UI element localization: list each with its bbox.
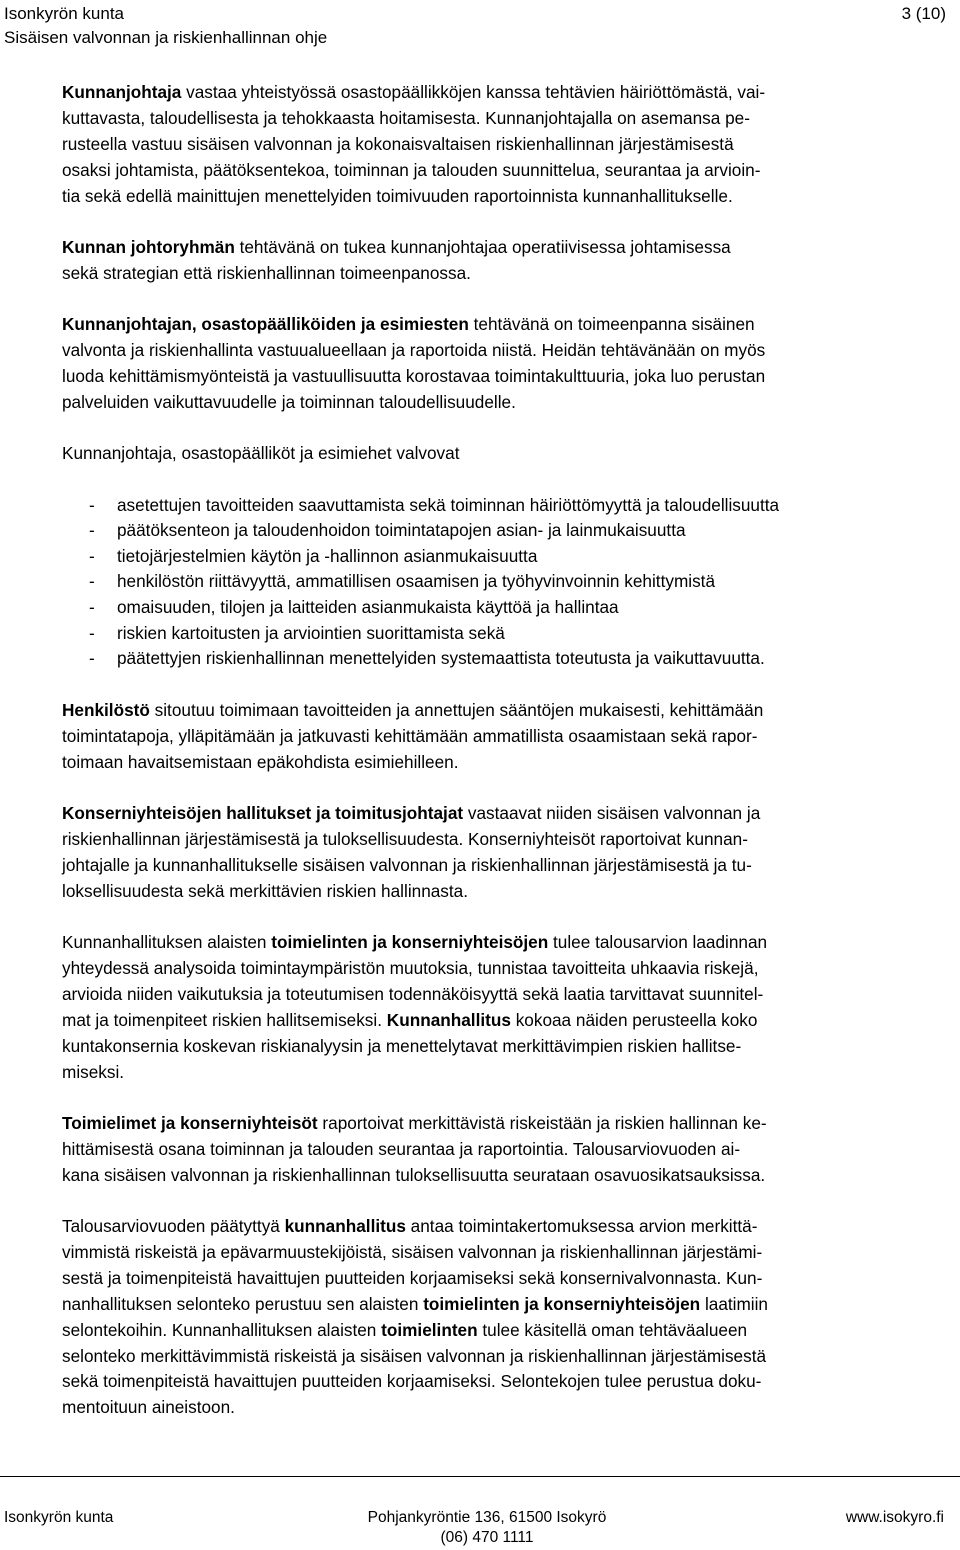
text-line bbox=[62, 853, 948, 879]
list-dash: - bbox=[89, 597, 95, 618]
text-run: luoda kehittämismyönteistä ja vastuullisuutta korostavaa toimintakulttuuria, joka luo perustan bbox=[62, 366, 766, 387]
text-run: sekä toimenpiteistä havaittujen puutteiden korjaamiseksi. Selontekojen tulee perustua doku- bbox=[62, 1371, 762, 1392]
list-item bbox=[62, 621, 948, 647]
list-item bbox=[62, 595, 948, 621]
list-item bbox=[62, 569, 948, 595]
footer-website: www.isokyro.fi bbox=[845, 1509, 944, 1526]
text-run: yhteydessä analysoida toimintaympäristön muutoksia, tunnistaa tavoitteita uhkaavia riskejä, bbox=[62, 957, 759, 978]
text-line bbox=[62, 750, 948, 776]
list-dash: - bbox=[89, 571, 95, 592]
text-run: tia sekä edellä mainittujen menettelyiden toimivuuden raportoinnista kunnanhallitukselle. bbox=[62, 185, 733, 206]
list-item-text: tietojärjestelmien käytön ja -hallinnon asianmukaisuutta bbox=[117, 545, 538, 566]
text-line bbox=[62, 1395, 948, 1421]
text-line bbox=[62, 1318, 948, 1344]
list-dash: - bbox=[89, 545, 95, 566]
paragraph bbox=[62, 312, 948, 416]
duties-list bbox=[62, 493, 948, 672]
bold-term: Kunnanhallitus bbox=[386, 1009, 511, 1030]
text-line bbox=[62, 1034, 948, 1060]
footer-phone: (06) 470 1111 bbox=[440, 1529, 534, 1546]
text-line bbox=[62, 390, 948, 416]
text-line bbox=[62, 1111, 948, 1137]
footer-divider bbox=[0, 1476, 960, 1477]
text-run: arvioida niiden vaikutuksia ja toteutumisen todennäköisyyttä sekä laatia tarvittavat suunnitel- bbox=[62, 983, 764, 1004]
text-line bbox=[62, 235, 948, 261]
list-dash: - bbox=[89, 520, 95, 541]
text-line bbox=[62, 1292, 948, 1318]
text-run: nanhallituksen selonteko perustuu sen alaisten bbox=[62, 1293, 424, 1314]
text-line bbox=[62, 879, 948, 905]
responsibility-paragraphs bbox=[62, 698, 948, 1421]
text-run: tehtävänä on toimeenpanna sisäinen bbox=[468, 314, 755, 335]
list-item bbox=[62, 518, 948, 544]
list-item-text: omaisuuden, tilojen ja laitteiden asianmukaista käyttöä ja hallintaa bbox=[117, 597, 619, 618]
text-run: kuttavasta, taloudellisesta ja tehokkaasta hoitamisesta. Kunnanjohtajalla on asemansa pe- bbox=[62, 107, 750, 128]
text-line bbox=[62, 1240, 948, 1266]
text-run: toimintatapoja, ylläpitämään ja jatkuvasti kehittämään ammatillista osaamistaan sekä rapor- bbox=[62, 725, 758, 746]
text-run: miseksi. bbox=[62, 1061, 125, 1082]
list-item bbox=[62, 493, 948, 519]
list-item-text: riskien kartoitusten ja arviointien suorittamista sekä bbox=[117, 622, 505, 643]
text-line bbox=[62, 364, 948, 390]
text-line bbox=[62, 158, 948, 184]
text-run: selonteko merkittävimmistä riskeistä ja sisäisen valvonnan ja riskienhallinnan järjestämisestä bbox=[62, 1345, 767, 1366]
document-body bbox=[62, 80, 948, 1447]
text-line bbox=[62, 1008, 948, 1034]
text-run: loksellisuudesta sekä merkittävien riskien hallinnasta. bbox=[62, 880, 469, 901]
list-dash: - bbox=[89, 648, 95, 669]
text-run: sitoutuu toimimaan tavoitteiden ja annettujen sääntöjen mukaisesti, kehittämään bbox=[149, 699, 764, 720]
text-run: Kunnanjohtaja, osastopäälliköt ja esimiehet valvovat bbox=[62, 443, 460, 464]
text-run: vastaavat niiden sisäisen valvonnan ja bbox=[463, 803, 761, 824]
list-item bbox=[62, 646, 948, 672]
text-run: kokoaa näiden perusteella koko bbox=[510, 1009, 758, 1030]
text-run: Talousarviovuoden päätyttyä bbox=[62, 1216, 285, 1237]
bold-term: toimielinten bbox=[381, 1319, 478, 1340]
text-run: mentoituun aineistoon. bbox=[62, 1397, 235, 1418]
text-run: antaa toimintakertomuksessa arvion merkittä- bbox=[405, 1216, 758, 1237]
intro-paragraphs bbox=[62, 80, 948, 467]
text-run: kuntakonsernia koskevan riskianalyysin ja menettelytavat merkittävimpien riskien hallitse- bbox=[62, 1035, 742, 1056]
paragraph bbox=[62, 235, 948, 287]
list-item bbox=[62, 544, 948, 570]
text-run: palveluiden vaikuttavuudelle ja toiminnan taloudellisuudelle. bbox=[62, 391, 516, 412]
bold-term: Kunnanjohtajan, osastopäälliköiden ja esimiesten bbox=[62, 314, 469, 335]
text-line bbox=[62, 982, 948, 1008]
list-dash: - bbox=[89, 494, 95, 515]
text-run: toimaan havaitsemistaan epäkohdista esimiehilleen. bbox=[62, 751, 459, 772]
text-run: tulee talousarvion laadinnan bbox=[548, 932, 768, 953]
text-line bbox=[62, 338, 948, 364]
paragraph bbox=[62, 930, 948, 1085]
bold-term: toimielinten ja konserniyhteisöjen bbox=[271, 932, 549, 953]
text-line bbox=[62, 312, 948, 338]
text-run: tulee käsitellä oman tehtäväalueen bbox=[477, 1319, 748, 1340]
text-line bbox=[62, 1369, 948, 1395]
text-line bbox=[62, 132, 948, 158]
text-line bbox=[62, 956, 948, 982]
text-run: osaksi johtamista, päätöksentekoa, toiminnan ja talouden suunnittelua, seurantaa ja arvioin- bbox=[62, 159, 761, 180]
text-run: Kunnanhallituksen alaisten bbox=[62, 932, 272, 953]
text-run: johtajalle ja kunnanhallitukselle sisäisen valvonnan ja riskienhallinnan järjestämisestä ja tu- bbox=[62, 854, 752, 875]
list-dash: - bbox=[89, 622, 95, 643]
bold-term: Kunnan johtoryhmän bbox=[62, 236, 235, 257]
text-run: vastaa yhteistyössä osastopäällikköjen kanssa tehtävien häiriöttömästä, vai- bbox=[181, 82, 766, 102]
text-line bbox=[62, 1060, 948, 1086]
text-run: vimmistä riskeistä ja epävarmuustekijöistä, sisäisen valvonnan ja riskienhallinnan järjestämi- bbox=[62, 1241, 763, 1262]
text-line bbox=[62, 1266, 948, 1292]
text-line bbox=[62, 827, 948, 853]
paragraph bbox=[62, 1214, 948, 1421]
text-line bbox=[62, 801, 948, 827]
text-run: selontekoihin. Kunnanhallituksen alaisten bbox=[62, 1319, 382, 1340]
bold-term: Toimielimet ja konserniyhteisöt bbox=[62, 1112, 318, 1133]
bold-term: Henkilöstö bbox=[62, 699, 150, 720]
text-run: laatimiin bbox=[700, 1293, 768, 1314]
text-run: hittämisestä osana toiminnan ja talouden seurantaa ja raportointia. Talousarviovuoden ai- bbox=[62, 1138, 741, 1159]
footer-address: Pohjankyröntie 136, 61500 Isokyrö bbox=[367, 1509, 607, 1526]
text-line bbox=[62, 106, 948, 132]
header-document-title: Sisäisen valvonnan ja riskienhallinnan ohje bbox=[4, 28, 328, 47]
paragraph bbox=[62, 441, 948, 467]
paragraph bbox=[62, 698, 948, 776]
list-item-text: asetettujen tavoitteiden saavuttamista sekä toiminnan häiriöttömyyttä ja taloudellisuutta bbox=[117, 494, 780, 515]
text-line bbox=[62, 1214, 948, 1240]
text-run: tehtävänä on tukea kunnanjohtajaa operatiivisessa johtamisessa bbox=[234, 236, 731, 257]
text-line bbox=[62, 1137, 948, 1163]
footer-address-block bbox=[352, 1508, 622, 1548]
text-line bbox=[62, 261, 948, 287]
text-run: raportoivat merkittävistä riskeistään ja riskien hallinnan ke- bbox=[317, 1112, 767, 1133]
list-item-text: päätettyjen riskienhallinnan menettelyiden systemaattista toteutusta ja vaikuttavuutta. bbox=[117, 648, 765, 669]
paragraph bbox=[62, 1111, 948, 1189]
page-number: 3 (10) bbox=[901, 4, 946, 23]
page-header bbox=[4, 2, 956, 52]
bold-term: toimielinten ja konserniyhteisöjen bbox=[423, 1293, 701, 1314]
text-line bbox=[62, 698, 948, 724]
text-run: sekä strategian että riskienhallinnan toimeenpanossa. bbox=[62, 262, 471, 283]
text-run: kana sisäisen valvonnan ja riskienhallinnan tuloksellisuutta seurataan osavuosikatsauksissa. bbox=[62, 1164, 766, 1185]
paragraph bbox=[62, 80, 948, 209]
text-run: riskienhallinnan järjestämisestä ja tuloksellisuudesta. Konserniyhteisöt raportoivat kunnan- bbox=[62, 828, 748, 849]
text-run: mat ja toimenpiteet riskien hallitsemiseksi. bbox=[62, 1009, 387, 1030]
header-organization: Isonkyrön kunta bbox=[4, 4, 125, 23]
text-line bbox=[62, 80, 948, 106]
list-item-text: päätöksenteon ja taloudenhoidon toimintatapojen asian- ja lainmukaisuutta bbox=[117, 520, 686, 541]
text-line bbox=[62, 1163, 948, 1189]
text-line bbox=[62, 1344, 948, 1370]
bold-term: kunnanhallitus bbox=[284, 1216, 406, 1237]
list-item-text: henkilöstön riittävyyttä, ammatillisen osaamisen ja työhyvinvoinnin kehittymistä bbox=[117, 571, 716, 592]
text-run: valvonta ja riskienhallinta vastuualueellaan ja raportoida niistä. Heidän tehtävänään on myös bbox=[62, 340, 766, 361]
bold-term: Kunnanjohtaja bbox=[62, 82, 182, 102]
footer-organization: Isonkyrön kunta bbox=[4, 1509, 114, 1526]
text-run: sestä ja toimenpiteistä havaittujen puutteiden korjaamiseksi sekä konsernivalvonnasta. Kun- bbox=[62, 1267, 763, 1288]
bold-term: Konserniyhteisöjen hallitukset ja toimitusjohtajat bbox=[62, 803, 464, 824]
text-line bbox=[62, 724, 948, 750]
paragraph bbox=[62, 801, 948, 905]
text-run: rusteella vastuu sisäisen valvonnan ja kokonaisvaltaisen riskienhallinnan järjestämisestä bbox=[62, 133, 734, 154]
text-line bbox=[62, 441, 948, 467]
text-line bbox=[62, 930, 948, 956]
text-line bbox=[62, 184, 948, 210]
